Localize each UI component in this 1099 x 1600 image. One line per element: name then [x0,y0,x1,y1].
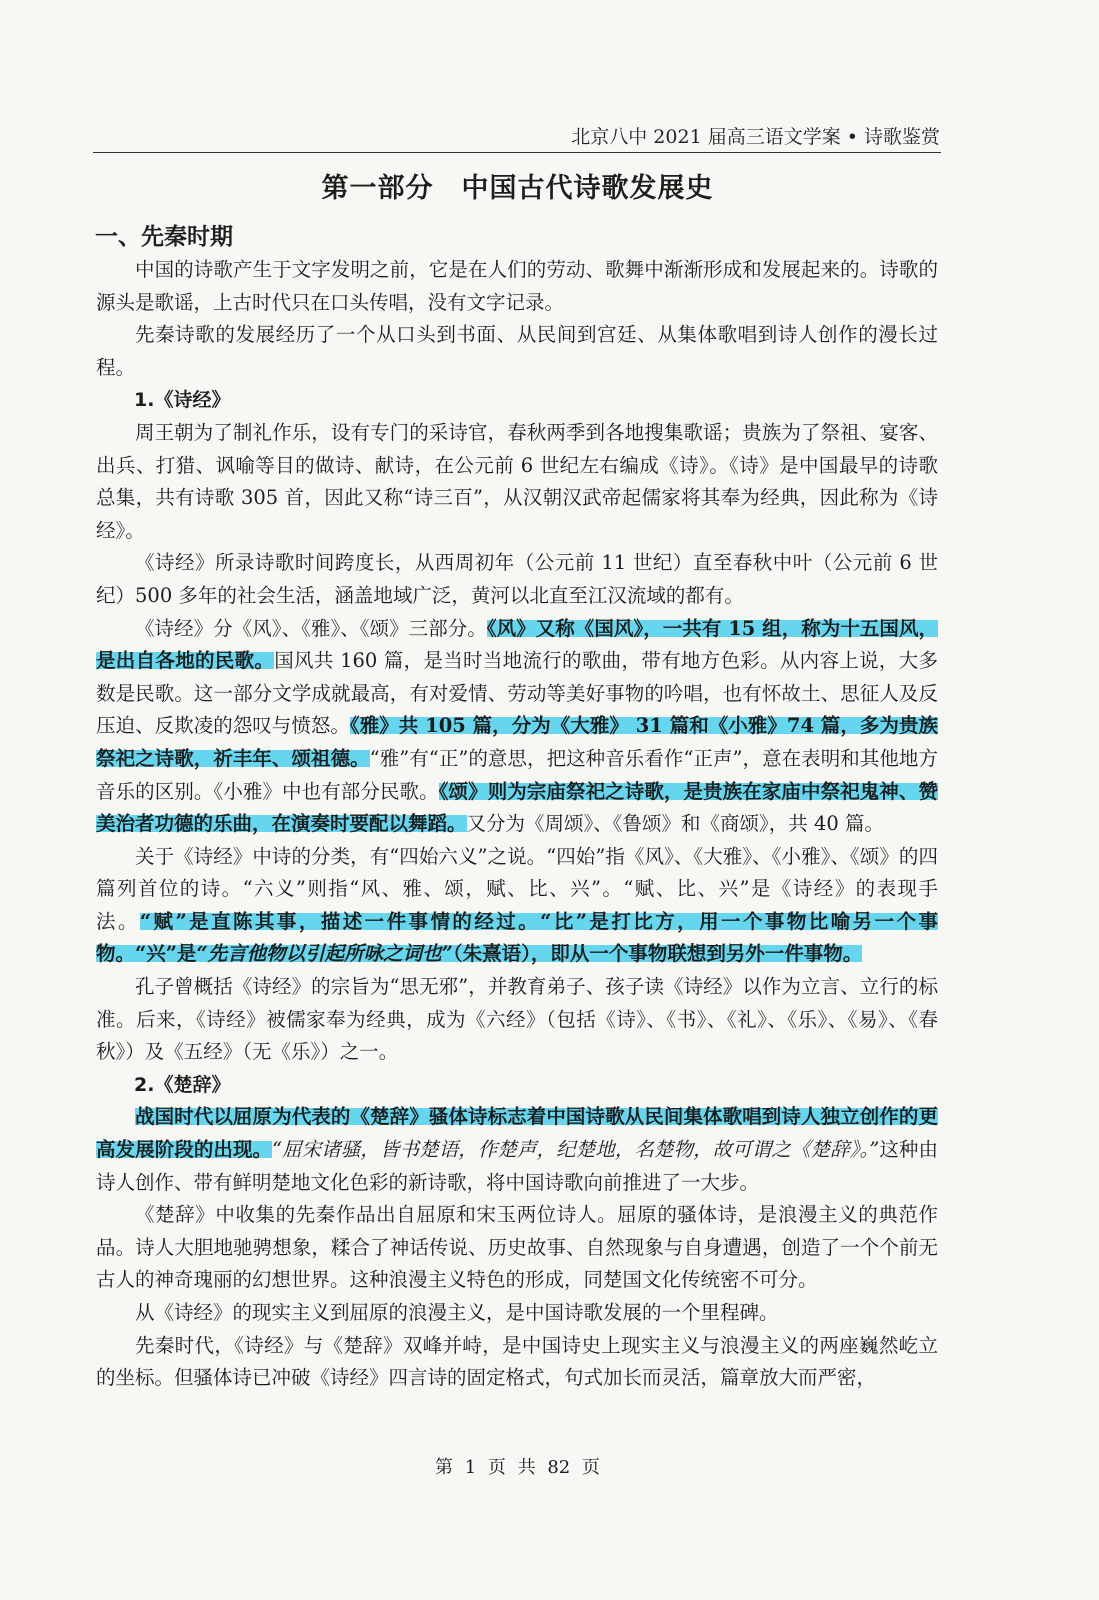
paragraph: 先秦时代，《诗经》与《楚辞》双峰并峙，是中国诗史上现实主义与浪漫主义的两座巍然屹立的坐标。但骚体诗已冲破《诗经》四言诗的固定格式，句式加长而灵活，篇章放大而严密， [96,1333,938,1390]
highlighted-text: 《颂》则为宗庙祭祀之诗歌，是贵族在家庙中祭祀鬼神、赞美治者功德的乐曲，在演奏时要配以舞蹈。 [96,779,938,836]
paragraph [96,1101,938,1199]
highlighted-text: （朱熹语），即从一个事物联想到另外一件事物。 [452,942,863,966]
highlighted-text: 《风》又称《国风》，一共有 15 组，称为十五国风，是出自各地的民歌。 [96,616,938,673]
subheading-chuci: 2.《楚辞》 [134,1073,231,1096]
paragraph: 中国的诗歌产生于文字发明之前，它是在人们的劳动、歌舞中渐渐形成和发展起来的。诗歌的源头是歌谣，上古时代只在口头传唱，没有文字记录。 [96,258,938,314]
running-header: 北京八中 2021 届高三语文学案 • 诗歌鉴赏 [571,126,940,148]
paragraph: 周王朝为了制礼作乐，设有专门的采诗官，春秋两季到各地搜集歌谣；贵族为了祭祖、宴客、出兵、打猎、讽喻等目的做诗、献诗，在公元前 6 世纪左右编成《诗》。《诗》是中国最早的诗歌总集，共有诗歌 305 首，因此又称“诗三百”，从汉朝汉武帝起儒家将其奉为经典，因此称为《诗经》。 [96,420,938,542]
paragraph: 《楚辞》中收集的先秦作品出自屈原和宋玉两位诗人。屈原的骚体诗，是浪漫主义的典范作品。诗人大胆地驰骋想象，糅合了神话传说、历史故事、自然现象与自身遭遇，创造了一个个前无古人的神奇瑰丽的幻想世界。这种浪漫主义特色的形成，同楚国文化传统密不可分。 [96,1203,938,1292]
text-run: 这种由诗人创作、带有鲜明楚地文化色彩的新诗歌，将中国诗歌向前推进了一大步。 [96,1138,938,1194]
section-heading: 一、先秦时期 [95,224,233,250]
paragraph [96,841,938,971]
text-run: “雅”有“正”的意思，把这种音乐看作“正声”，意在表明和其他地方音乐的区别。《小雅》中也有部分民歌。 [96,746,938,803]
paragraph: 《诗经》所录诗歌时间跨度长，从西周初年（公元前 11 世纪）直至春秋中叶（公元前 6 世纪）500 多年的社会生活，涵盖地域广泛，黄河以北直至江汉流域的都有。 [96,551,938,607]
page-number-footer: 第 1 页 共 82 页 [435,1457,600,1478]
subheading-shijing: 1.《诗经》 [134,389,231,412]
quoted-text: “屈宋诸骚，皆书楚语，作楚声，纪楚地，名楚物，故可谓之《楚辞》。” [272,1138,880,1162]
body-text [96,254,938,1395]
paragraph [96,613,938,841]
highlighted-text: “赋”是直陈其事，描述一件事情的经过。“比”是打比方，用一个事物比喻另一个事物。“兴”是 [96,909,938,966]
highlighted-text: 《雅》共 105 篇，分为《大雅》 31 篇和《小雅》74 篇，多为贵族祭祀之诗歌，祈丰年、颂祖德。 [96,714,938,770]
paragraph: 先秦诗歌的发展经历了一个从口头到书面、从民间到宫廷、从集体歌唱到诗人创作的漫长过程。 [96,323,938,379]
text-run: 又分为《周颂》、《鲁颂》和《商颂》，共 40 篇。 [466,812,884,836]
highlighted-text: 战国时代以屈原为代表的《楚辞》骚体诗标志着中国诗歌从民间集体歌唱到诗人独立创作的更高发展阶段的出现。 [96,1105,938,1162]
paragraph: 孔子曾概括《诗经》的宗旨为“思无邪”，并教育弟子、孩子读《诗经》以作为立言、立行的标准。后来，《诗经》被儒家奉为经典，成为《六经》（包括《诗》、《书》、《礼》、《乐》、《易》、《春秋》）及《五经》（无《乐》）之一。 [96,975,938,1064]
page-title: 第一部分 中国古代诗歌发展史 [321,173,714,204]
text-run: 国风共 160 篇，是当时当地流行的歌曲，带有地方色彩。从内容上说，大多数是民歌。这一部分文学成就最高，有对爱情、劳动等美好事物的吟唱，也有怀故土、思征人及反压迫、反欺凌的怨叹与愤怒。 [96,649,938,738]
text-run: 《诗经》分《风》、《雅》、《颂》三部分。 [135,616,487,640]
text-run: 关于《诗经》中诗的分类，有“四始六义”之说。“四始”指《风》、《大雅》、《小雅》、《颂》的四篇列首位的诗。“六义”则指“风、雅、颂，赋、比、兴”。“赋、比、兴”是《诗经》的表现手法。 [96,844,938,933]
highlighted-quote: “先言他物以引起所咏之词也” [196,942,453,966]
paragraph: 从《诗经》的现实主义到屈原的浪漫主义，是中国诗歌发展的一个里程碑。 [135,1301,779,1324]
header-rule [93,152,941,153]
